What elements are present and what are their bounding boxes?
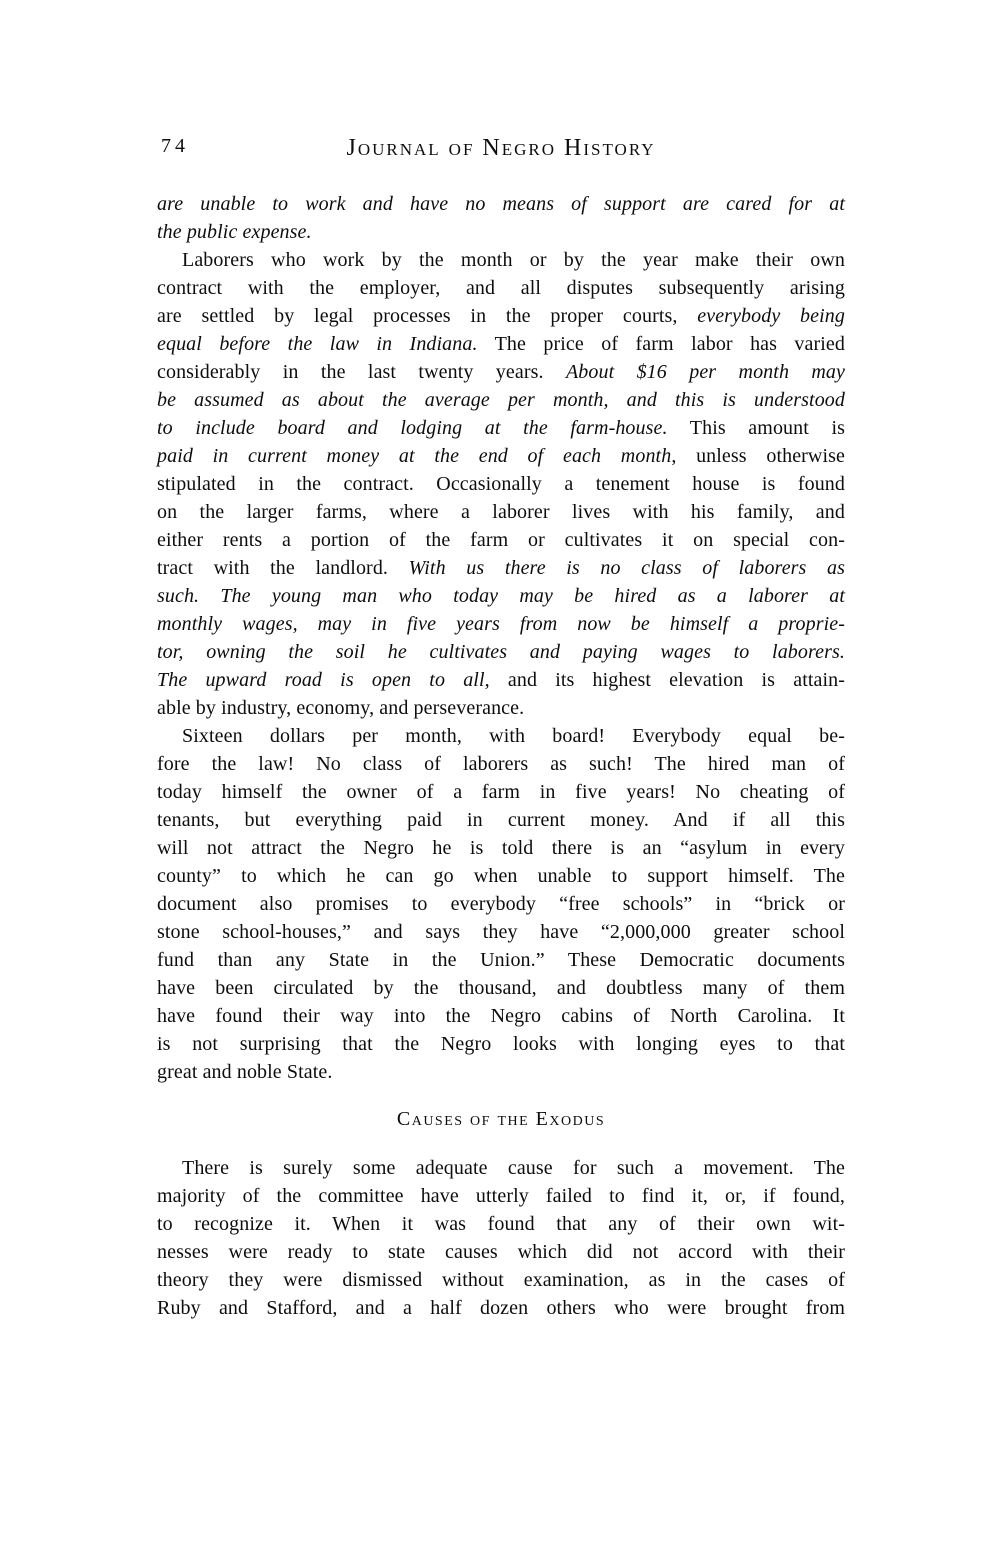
text-segment: considerably in the last twenty years. xyxy=(157,361,566,383)
page-number: 74 xyxy=(161,135,189,157)
text-line xyxy=(157,778,845,806)
text-line xyxy=(157,1030,845,1058)
text-line xyxy=(157,246,845,274)
text-segment: stipulated in the contract. Occasionally a tenement house is found xyxy=(157,473,845,495)
text-segment: nesses were ready to state causes which did not accord with their xyxy=(157,1241,845,1263)
text-segment: have been circulated by the thousand, and doubtless many of them xyxy=(157,977,845,999)
italic-text-segment: monthly wages, may in five years from now be himself a proprie- xyxy=(157,613,845,635)
text-segment: have found their way into the Negro cabins of North Carolina. It xyxy=(157,1005,845,1027)
text-segment: fore the law! No class of laborers as such! The hired man of xyxy=(157,753,845,775)
italic-text-segment: the public expense. xyxy=(157,221,312,243)
italic-text-segment: The upward road is open to all xyxy=(157,669,485,691)
text-segment: today himself the owner of a farm in five years! No cheating of xyxy=(157,781,845,803)
text-segment: fund than any State in the Union.” These Democratic documents xyxy=(157,949,845,971)
text-segment: Ruby and Stafford, and a half dozen others who were brought from xyxy=(157,1297,845,1319)
text-line xyxy=(157,750,845,778)
text-line xyxy=(157,358,845,386)
italic-text-segment: About $16 per month may xyxy=(565,361,846,383)
paragraph xyxy=(157,190,845,246)
text-line xyxy=(157,1002,845,1030)
text-segment: county” to which he can go when unable to support himself. The xyxy=(157,865,845,887)
text-segment: There is surely some adequate cause for such a movement. The xyxy=(182,1157,845,1179)
italic-text-segment: such. The young man who today may be hired as a laborer at xyxy=(157,585,845,607)
text-line xyxy=(157,974,845,1002)
text-segment: great and noble State. xyxy=(157,1061,333,1083)
italic-text-segment: everybody being xyxy=(697,305,845,327)
text-line xyxy=(157,274,845,302)
intro-text-block xyxy=(157,190,845,1086)
text-line xyxy=(157,946,845,974)
text-segment: Sixteen dollars per month, with board! Everybody equal be- xyxy=(182,725,845,747)
text-line xyxy=(157,638,845,666)
text-line xyxy=(157,666,845,694)
text-line xyxy=(157,414,845,442)
section-heading: Causes of the Exodus xyxy=(396,1108,606,1130)
text-line xyxy=(157,834,845,862)
text-line xyxy=(157,722,845,750)
text-segment: document also promises to everybody “free schools” in “brick or xyxy=(157,893,845,915)
text-line xyxy=(157,526,845,554)
text-line xyxy=(157,1058,845,1086)
text-line xyxy=(157,1294,845,1322)
paragraph xyxy=(157,246,845,722)
text-line xyxy=(157,1266,845,1294)
paragraph xyxy=(157,722,845,1086)
text-line xyxy=(157,302,845,330)
text-segment: tenants, but everything paid in current money. And if all this xyxy=(157,809,845,831)
text-segment: This amount is xyxy=(667,417,845,439)
text-line xyxy=(157,1154,845,1182)
italic-text-segment: equal before the law in Indiana. xyxy=(157,333,478,355)
text-segment: will not attract the Negro he is told there is an “asylum in every xyxy=(157,837,845,859)
text-segment: on the larger farms, where a laborer lives with his family, and xyxy=(157,501,845,523)
text-line xyxy=(157,610,845,638)
section-text-block xyxy=(157,1154,845,1322)
text-segment: contract with the employer, and all disputes subsequently arising xyxy=(157,277,845,299)
text-line xyxy=(157,1210,845,1238)
italic-text-segment: With us there is no class of laborers as xyxy=(408,557,845,579)
text-line xyxy=(157,470,845,498)
text-segment: are settled by legal processes in the proper courts, xyxy=(157,305,698,327)
running-head xyxy=(157,134,845,162)
italic-text-segment: be assumed as about the average per month, and this is understood xyxy=(157,389,845,411)
text-line xyxy=(157,442,845,470)
text-column xyxy=(157,134,845,1322)
running-title: Journal of Negro History xyxy=(346,135,656,161)
text-segment: tract with the landlord. xyxy=(157,557,409,579)
text-line xyxy=(157,218,845,246)
text-segment: able by industry, economy, and perseverance. xyxy=(157,697,525,719)
text-segment: theory they were dismissed without examination, as in the cases of xyxy=(157,1269,845,1291)
italic-text-segment: tor, owning the soil he cultivates and paying wages to laborers. xyxy=(157,641,845,663)
text-segment: either rents a portion of the farm or cultivates it on special con- xyxy=(157,529,845,551)
italic-text-segment: paid in current money at the end of each month xyxy=(157,445,672,467)
text-segment: to recognize it. When it was found that any of their own wit- xyxy=(157,1213,845,1235)
text-line xyxy=(157,918,845,946)
text-line xyxy=(157,190,845,218)
text-segment: stone school-houses,” and says they have “2,000,000 greater school xyxy=(157,921,845,943)
text-segment: , and its highest elevation is attain- xyxy=(484,669,846,691)
text-line xyxy=(157,1238,845,1266)
paragraph xyxy=(157,1154,845,1322)
text-line xyxy=(157,498,845,526)
text-segment: Laborers who work by the month or by the year make their own xyxy=(182,249,845,271)
text-line xyxy=(157,1182,845,1210)
text-line xyxy=(157,330,845,358)
text-line xyxy=(157,386,845,414)
text-line xyxy=(157,806,845,834)
text-line xyxy=(157,862,845,890)
text-line xyxy=(157,554,845,582)
italic-text-segment: are unable to work and have no means of support are cared for at xyxy=(157,193,845,215)
text-segment: The price of farm labor has varied xyxy=(477,333,845,355)
text-segment: majority of the committee have utterly failed to find it, or, if found, xyxy=(157,1185,845,1207)
text-segment: is not surprising that the Negro looks with longing eyes to that xyxy=(157,1033,845,1055)
italic-text-segment: to include board and lodging at the farm-house. xyxy=(157,417,668,439)
text-line xyxy=(157,694,845,722)
text-line xyxy=(157,582,845,610)
text-segment: , unless otherwise xyxy=(671,445,845,467)
text-line xyxy=(157,890,845,918)
